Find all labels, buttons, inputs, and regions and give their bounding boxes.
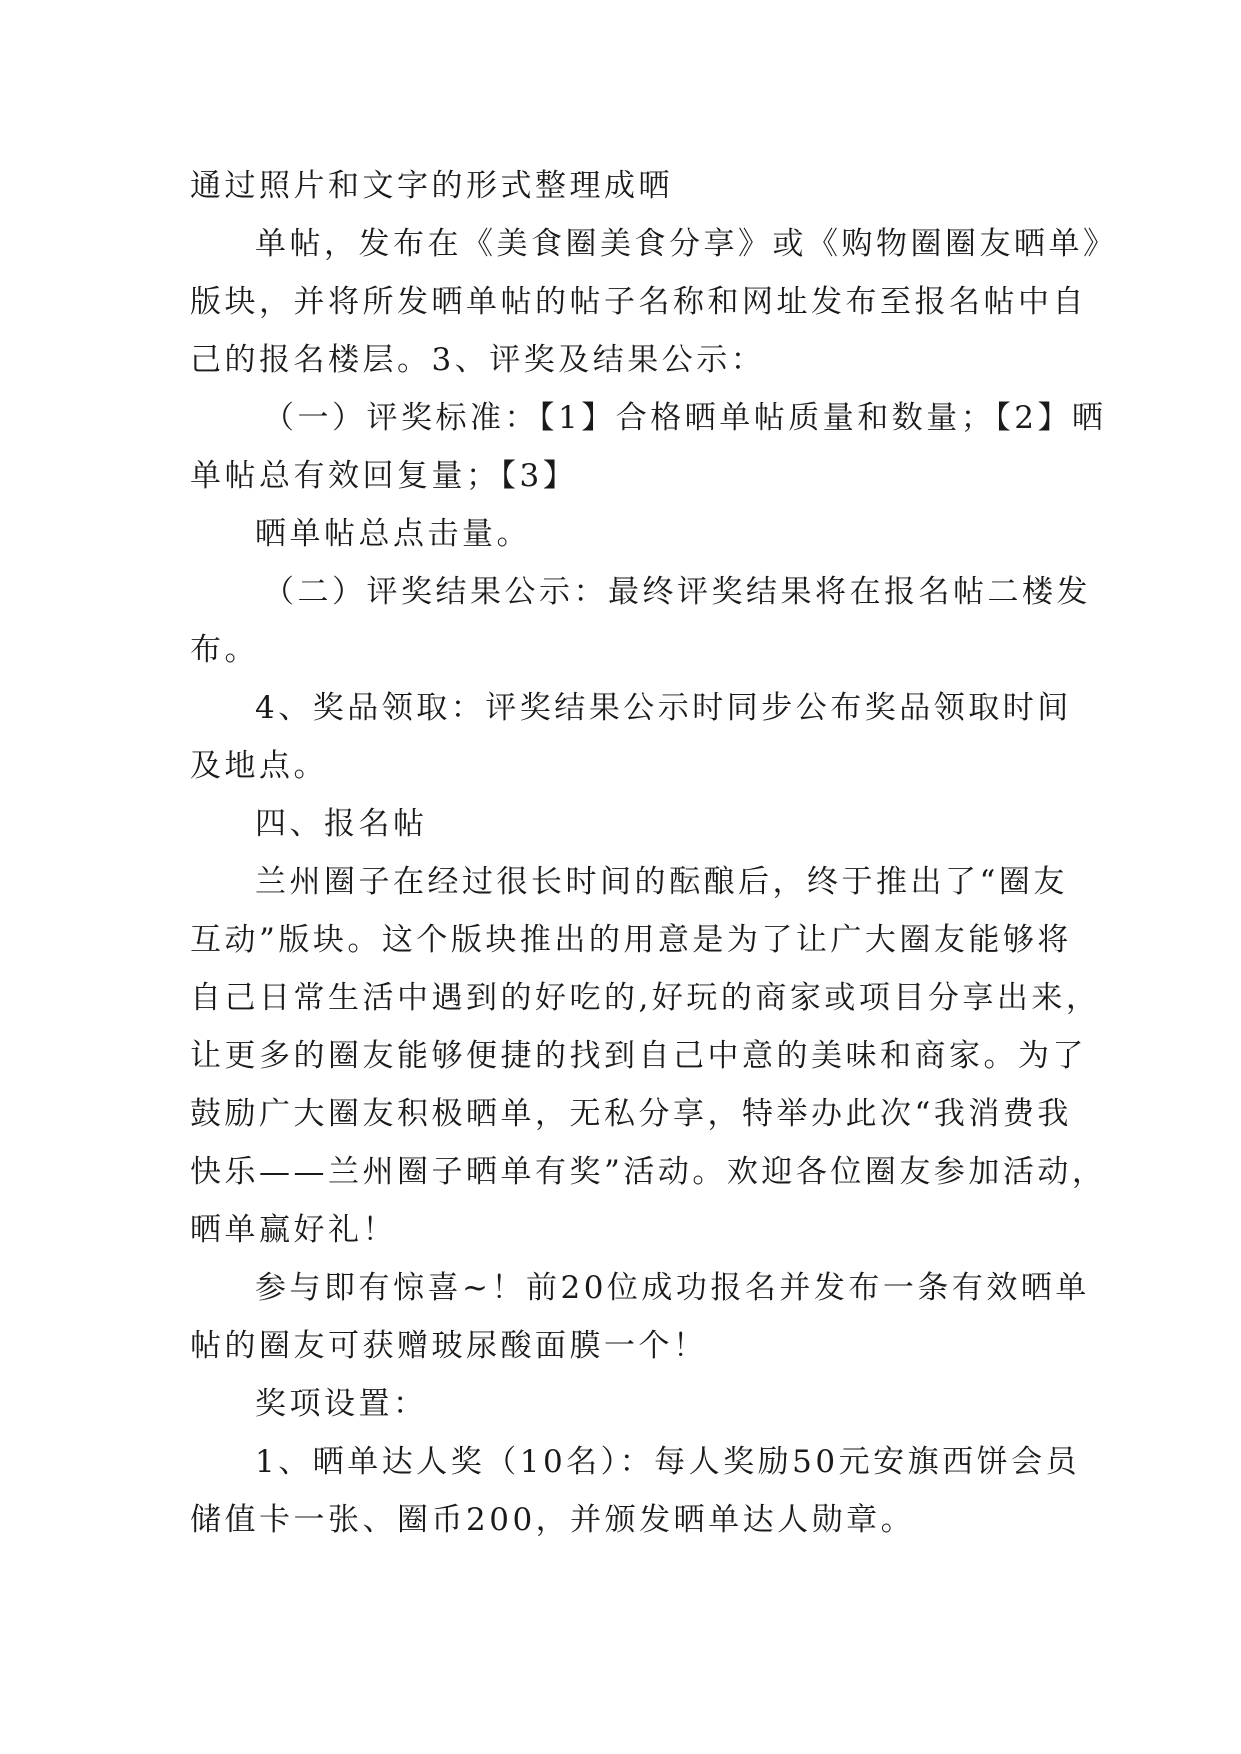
text-line: 让更多的圈友能够便捷的找到自己中意的美味和商家。为了 bbox=[190, 1038, 1087, 1074]
text-line: 4、奖品领取：评奖结果公示时同步公布奖品领取时间 bbox=[255, 690, 1072, 726]
text-line: 参与即有惊喜~！前20位成功报名并发布一条有效晒单 bbox=[255, 1270, 1090, 1306]
text-line: 帖的圈友可获赠玻尿酸面膜一个！ bbox=[190, 1328, 708, 1364]
text-line: 通过照片和文字的形式整理成晒 bbox=[190, 168, 673, 204]
text-line: 1、晒单达人奖（10名）：每人奖励50元安旗西饼会员 bbox=[255, 1444, 1081, 1480]
text-line: 自己日常生活中遇到的好吃的,好玩的商家或项目分享出来， bbox=[190, 980, 1101, 1016]
text-line: 奖项设置： bbox=[255, 1386, 428, 1422]
text-line: 储值卡一张、圈币200，并颁发晒单达人勋章。 bbox=[190, 1502, 916, 1538]
text-line: （二）评奖结果公示：最终评奖结果将在报名帖二楼发 bbox=[263, 574, 1091, 610]
text-line: （一）评奖标准：【1】合格晒单帖质量和数量；【2】晒 bbox=[263, 400, 1107, 436]
text-line: 快乐——兰州圈子晒单有奖”活动。欢迎各位圈友参加活动， bbox=[190, 1154, 1107, 1190]
text-line: 及地点。 bbox=[190, 748, 328, 784]
text-line: 鼓励广大圈友积极晒单，无私分享，特举办此次“我消费我 bbox=[190, 1096, 1072, 1132]
text-line: 晒单帖总点击量。 bbox=[255, 516, 531, 552]
text-line: 互动”版块。这个版块推出的用意是为了让广大圈友能够将 bbox=[190, 922, 1072, 958]
text-line: 单帖，发布在《美食圈美食分享》或《购物圈圈友晒单》 bbox=[255, 226, 1118, 262]
text-line: 单帖总有效回复量；【3】 bbox=[190, 458, 578, 494]
text-line: 晒单赢好礼！ bbox=[190, 1212, 397, 1248]
section-heading: 四、报名帖 bbox=[255, 806, 428, 842]
text-line: 版块，并将所发晒单帖的帖子名称和网址发布至报名帖中自 bbox=[190, 284, 1087, 320]
text-line: 布。 bbox=[190, 632, 259, 668]
text-line: 兰州圈子在经过很长时间的酝酿后，终于推出了“圈友 bbox=[255, 864, 1068, 900]
text-line: 己的报名楼层。3、评奖及结果公示： bbox=[190, 342, 766, 378]
